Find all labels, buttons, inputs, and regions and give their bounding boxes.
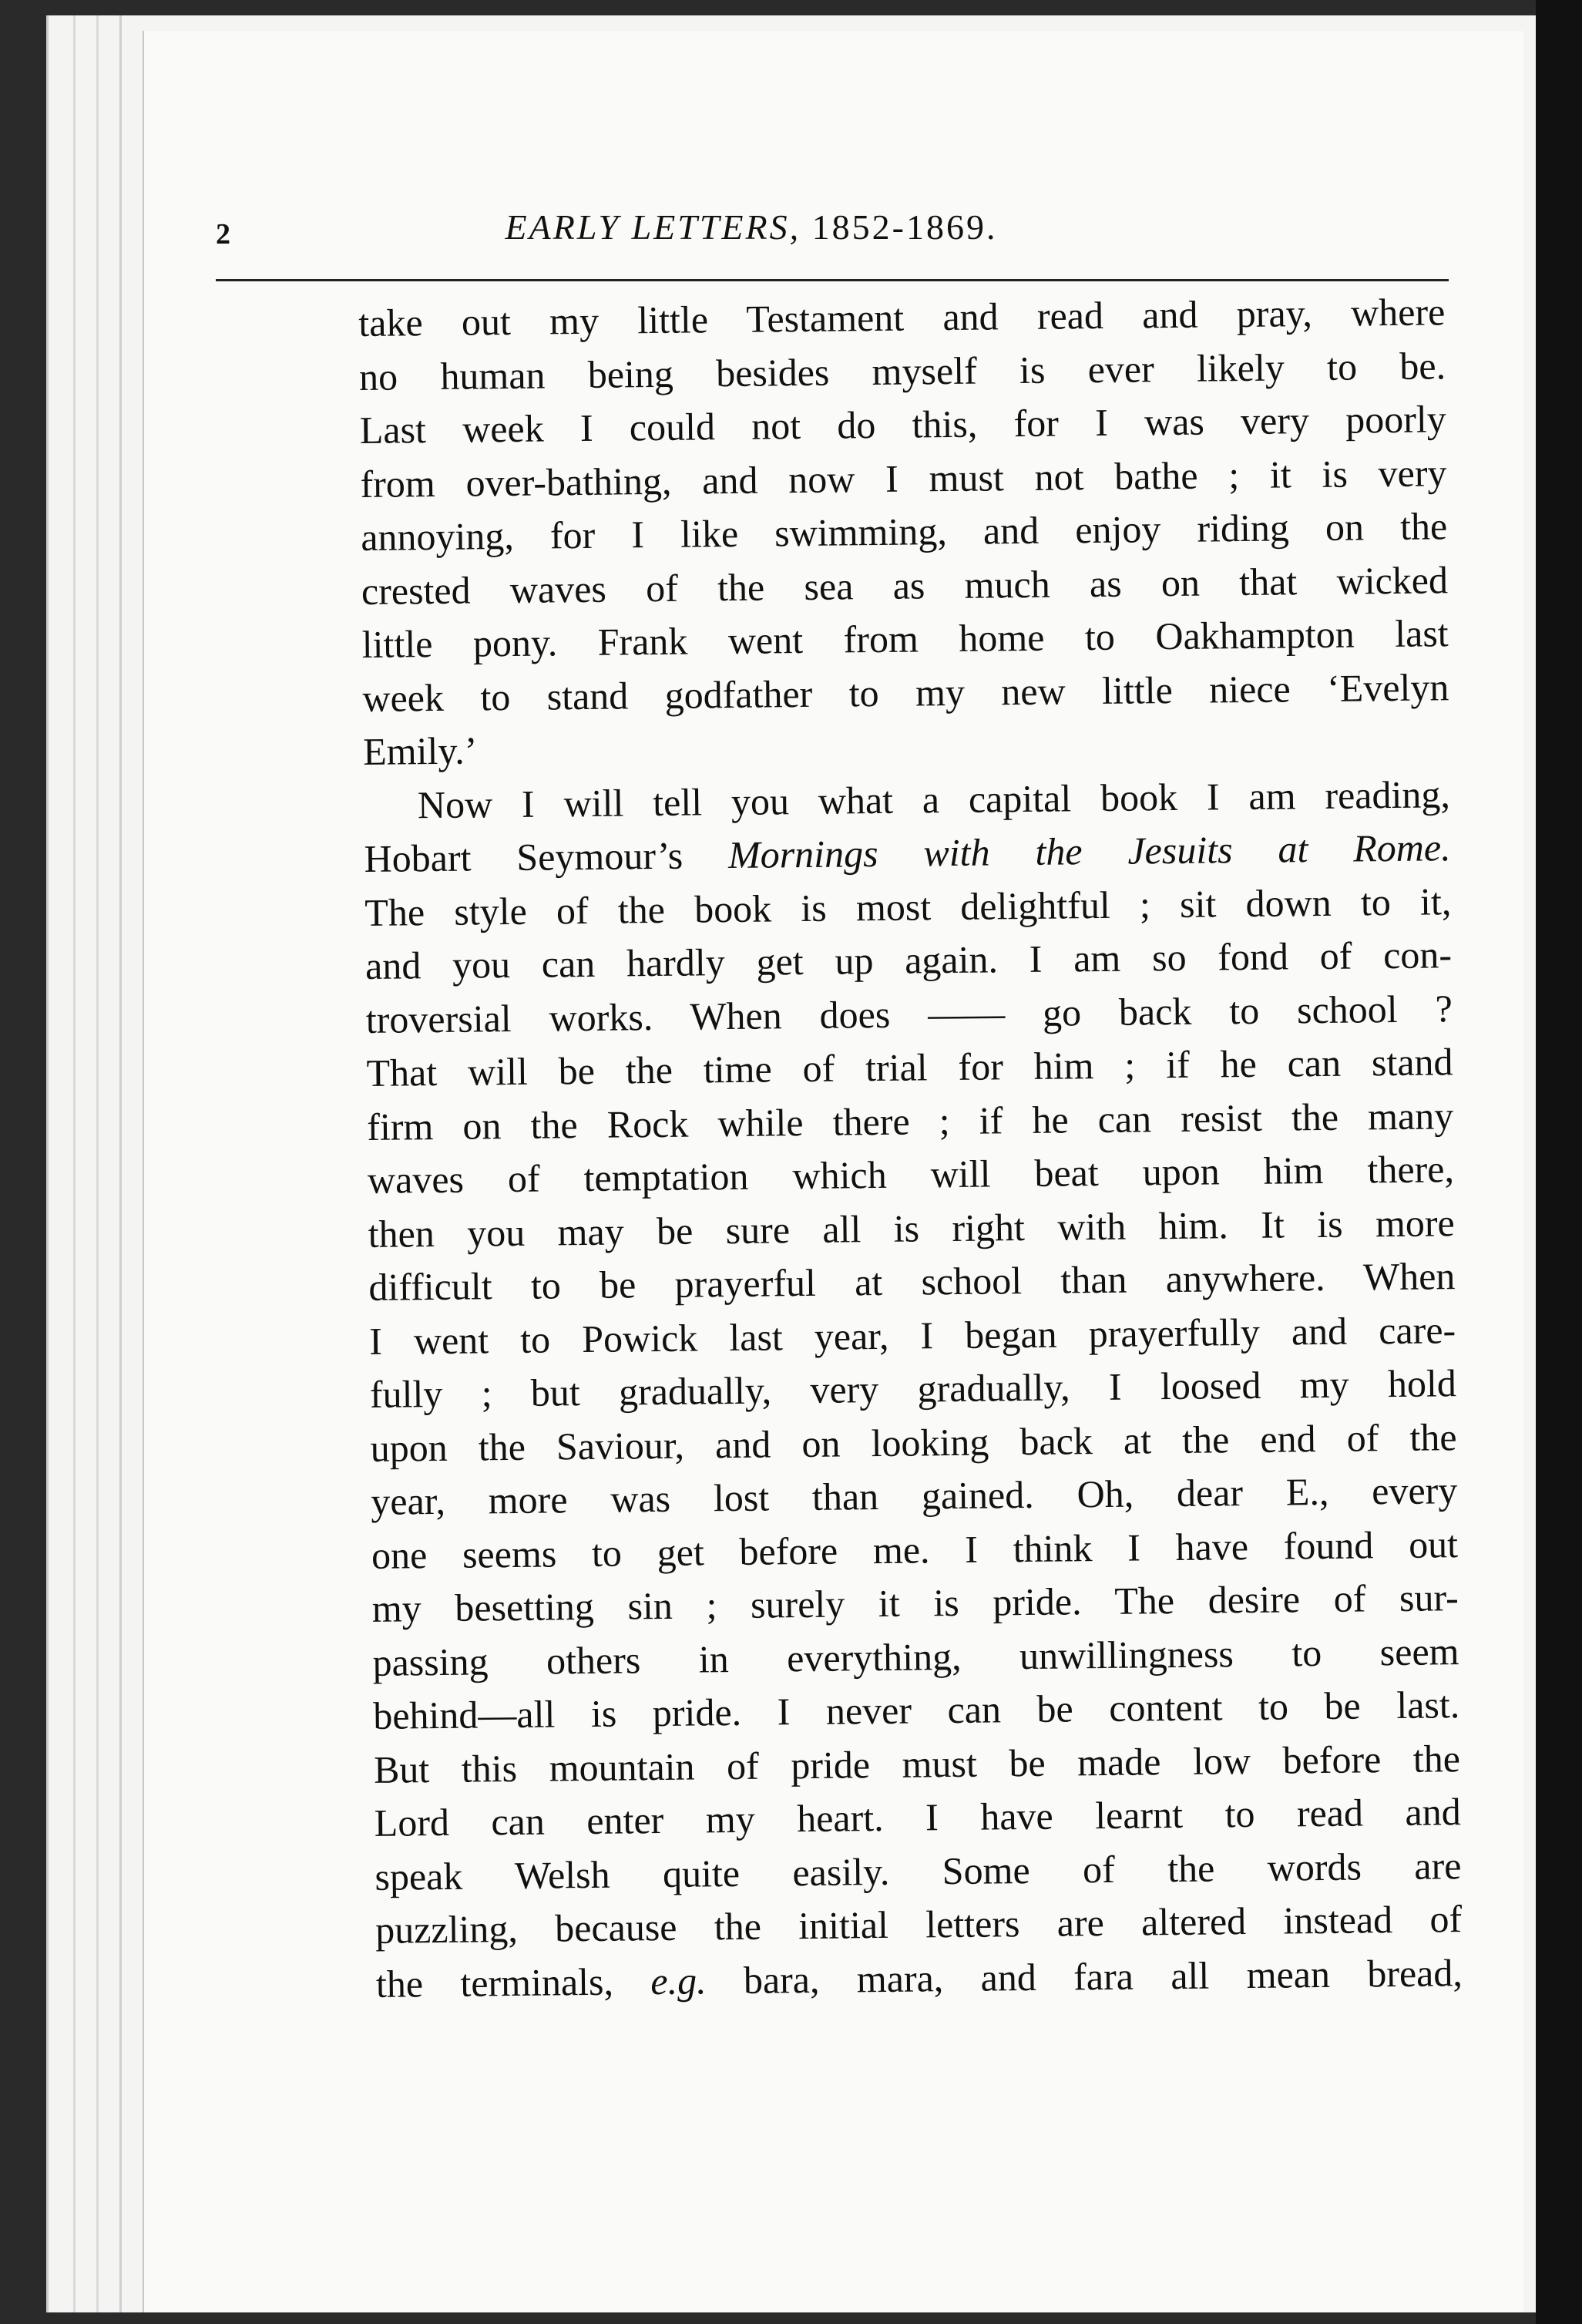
text-line: year, more was lost than gained. Oh, dear E., every bbox=[371, 1468, 1458, 1523]
text-line: then you may be sure all is right with him. It is more bbox=[368, 1200, 1455, 1256]
text-line: Lord can enter my heart. I have learnt to read and bbox=[374, 1790, 1461, 1845]
text-line: little pony. Frank went from home to Oakhampton last bbox=[361, 611, 1449, 666]
page-header bbox=[216, 207, 1287, 261]
text-line: take out my little Testament and read and pray, where bbox=[358, 290, 1446, 345]
text-line: I went to Powick last year, I began prayerfully and care- bbox=[368, 1307, 1456, 1363]
text-line bbox=[376, 1946, 1463, 2011]
text-segment: the terminals, bbox=[375, 1959, 651, 2006]
text-line: Now I will tell you what a capital book I am reading, bbox=[417, 772, 1451, 826]
text-line: from over-bathing, and now I must not bathe ; it is very bbox=[360, 450, 1447, 506]
text-line: upon the Saviour, and on looking back at the end of the bbox=[370, 1414, 1457, 1470]
header-rule bbox=[216, 279, 1449, 281]
text-line: Emily.’ bbox=[362, 728, 478, 773]
text-line: crested waves of the sea as much as on that wicked bbox=[361, 557, 1449, 613]
text-line: But this mountain of pride must be made low before the bbox=[373, 1736, 1461, 1791]
page-number: 2 bbox=[216, 218, 230, 251]
scan-margin bbox=[1536, 0, 1582, 2324]
running-title-years: 1852-1869. bbox=[801, 207, 998, 247]
running-title-italic: EARLY LETTERS, bbox=[505, 207, 801, 247]
text-line: speak Welsh quite easily. Some of the words are bbox=[375, 1843, 1462, 1899]
text-line: passing others in everything, unwillingness to seem bbox=[372, 1629, 1459, 1684]
body-text bbox=[358, 285, 1463, 2011]
text-line: puzzling, because the initial letters are altered instead of bbox=[375, 1897, 1463, 1952]
text-line: behind—all is pride. I never can be content to be last. bbox=[372, 1683, 1460, 1737]
text-line: annoying, for I like swimming, and enjoy riding on the bbox=[360, 504, 1448, 559]
text-line: Last week I could not do this, for I was very poorly bbox=[359, 397, 1447, 452]
text-line: week to stand godfather to my new little niece ‘Evelyn bbox=[362, 664, 1449, 720]
text-line: The style of the book is most delightful ; sit down to it, bbox=[364, 879, 1452, 934]
text-line: That will be the time of trial for him ; if he can stand bbox=[366, 1040, 1453, 1095]
text-line: troversial works. When does —— go back to school ? bbox=[365, 986, 1453, 1041]
book-title: Mornings with the Jesuits at Rome. bbox=[727, 826, 1451, 877]
text-line: firm on the Rock while there ; if he can resist the many bbox=[366, 1093, 1454, 1149]
text-line: one seems to get before me. I think I have found out bbox=[371, 1522, 1459, 1577]
text-line: fully ; but gradually, very gradually, I loosed my hold bbox=[369, 1361, 1457, 1416]
abbreviation: e.g. bbox=[650, 1958, 707, 2003]
text-line: my besetting sin ; surely it is pride. The desire of sur- bbox=[371, 1576, 1459, 1630]
text-line: waves of temptation which will beat upon him there, bbox=[367, 1147, 1455, 1202]
text-line: and you can hardly get up again. I am so fond of con- bbox=[364, 933, 1453, 987]
text-line: no human being besides myself is ever likely to be. bbox=[358, 343, 1446, 399]
text-segment: Hobart Seymour’s bbox=[364, 833, 729, 880]
text-line: difficult to be prayerful at school than anywhere. When bbox=[368, 1254, 1456, 1309]
text-segment: bara, mara, and fara all mean bread, bbox=[706, 1950, 1463, 2002]
running-title bbox=[216, 207, 1287, 247]
